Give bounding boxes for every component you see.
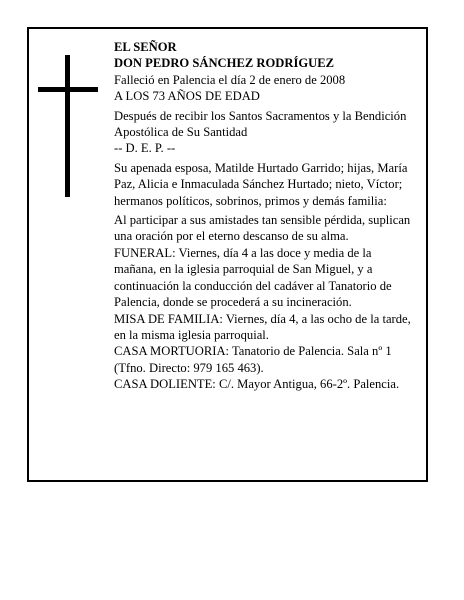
dep-line: -- D. E. P. --	[114, 141, 176, 156]
cross-horizontal-bar	[38, 87, 98, 92]
age-line: A LOS 73 AÑOS DE EDAD	[114, 89, 260, 104]
obituary-text	[114, 39, 414, 393]
mortuary-paragraph: CASA MORTUORIA: Tanatorio de Palencia. Sala nº 1 (Tfno. Directo: 979 165 463).	[114, 344, 392, 375]
family-paragraph: Su apenada esposa, Matilde Hurtado Garrido; hijas, María Paz, Alicia e Inmaculada Sánchez Hurtado; nieto, Víctor; hermanos políticos, sobrinos, primos y demás familia:	[114, 160, 408, 208]
mourning-house-paragraph: CASA DOLIENTE: C/. Mayor Antigua, 66-2º. Palencia.	[114, 377, 400, 392]
funeral-paragraph: FUNERAL: Viernes, día 4 a las doce y media de la mañana, en la iglesia parroquial de San Miguel, y a continuación la conducción del cadáver al Tanatorio de Palencia, donde se procederá a su incineración.	[114, 245, 392, 310]
sacraments-paragraph: Después de recibir los Santos Sacramentos y la Bendición Apostólica de Su Santidad	[114, 108, 407, 140]
death-notice: Falleció en Palencia el día 2 de enero de 2008	[114, 72, 346, 87]
deceased-name: DON PEDRO SÁNCHEZ RODRÍGUEZ	[114, 56, 335, 71]
request-paragraph: Al participar a sus amistades tan sensible pérdida, suplican una oración por el eterno descanso de su alma.	[114, 213, 411, 244]
family-mass-paragraph: MISA DE FAMILIA: Viernes, día 4, a las ocho de la tarde, en la misma iglesia parroquial.	[114, 311, 411, 342]
cross-vertical-bar	[65, 55, 70, 197]
cross-icon	[38, 55, 98, 197]
title-line-1: EL SEÑOR	[114, 40, 177, 54]
